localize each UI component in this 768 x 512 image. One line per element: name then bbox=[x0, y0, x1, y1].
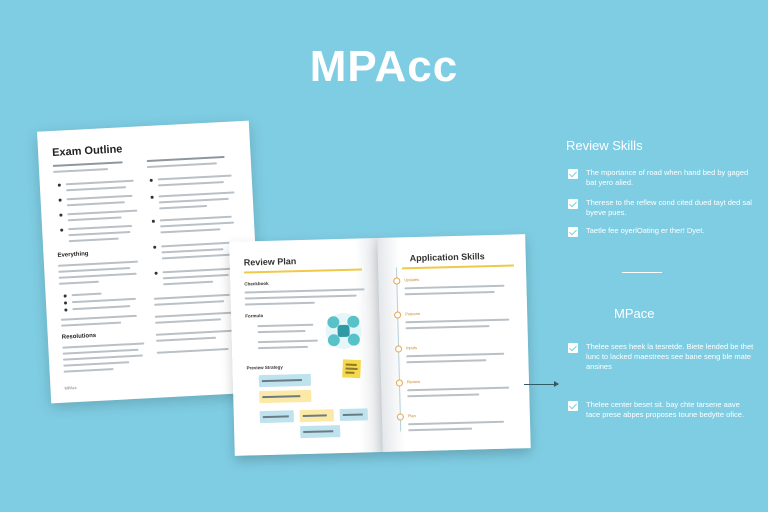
text-line bbox=[72, 298, 136, 303]
text-line bbox=[69, 238, 119, 243]
bullet bbox=[152, 220, 155, 223]
text-line bbox=[406, 353, 504, 358]
text-line bbox=[405, 319, 509, 324]
check-icon bbox=[568, 199, 578, 209]
application-skills-page bbox=[377, 234, 531, 452]
text-line bbox=[68, 225, 132, 230]
network-icon bbox=[325, 312, 362, 349]
timeline-node bbox=[394, 311, 401, 318]
plan-card bbox=[300, 425, 340, 438]
text-line bbox=[158, 175, 232, 181]
text-line bbox=[406, 359, 486, 363]
bullet bbox=[64, 294, 67, 297]
text-line bbox=[58, 261, 138, 267]
text-line bbox=[407, 393, 479, 397]
text-line bbox=[163, 268, 235, 274]
text-line bbox=[404, 285, 504, 290]
text-line bbox=[66, 186, 126, 191]
text-line bbox=[63, 349, 139, 355]
review-plan-page bbox=[229, 238, 383, 456]
node-label: Updates bbox=[404, 276, 420, 283]
text-line bbox=[155, 318, 221, 323]
node-label: Review bbox=[406, 378, 421, 385]
plan-card bbox=[259, 374, 311, 387]
checklist-item bbox=[568, 168, 748, 190]
text-line bbox=[161, 248, 223, 253]
text-line bbox=[245, 295, 357, 300]
text-line bbox=[67, 201, 125, 206]
title-underline bbox=[244, 268, 362, 273]
text-line bbox=[163, 281, 213, 286]
checklist-item bbox=[568, 342, 754, 376]
text-line bbox=[158, 181, 224, 186]
text-line bbox=[63, 355, 143, 361]
check-icon bbox=[568, 169, 578, 179]
section-divider bbox=[622, 272, 662, 273]
checklist-item bbox=[568, 198, 752, 220]
node-label: Purpose bbox=[405, 310, 421, 317]
bullet bbox=[60, 229, 63, 232]
text-line bbox=[68, 216, 122, 221]
plan-card bbox=[260, 410, 294, 423]
text-line bbox=[408, 428, 472, 432]
timeline-node bbox=[393, 277, 400, 284]
text-line bbox=[64, 368, 114, 373]
checklist-item bbox=[568, 226, 748, 238]
text-line bbox=[61, 315, 137, 321]
page-footer: MPAcc bbox=[64, 385, 77, 391]
checklist-text: Therese to the reflew cond cited dued tayt ded sal byeve pues. bbox=[586, 198, 752, 217]
text-line bbox=[258, 346, 308, 349]
sticky-note bbox=[342, 359, 361, 378]
text-line bbox=[53, 168, 108, 173]
text-line bbox=[156, 337, 216, 342]
exam-outline-title: Exam Outline bbox=[51, 143, 123, 159]
text-line bbox=[160, 228, 220, 233]
text-line bbox=[72, 305, 130, 310]
text-line bbox=[157, 348, 229, 354]
text-line bbox=[159, 198, 229, 204]
arrow-right-icon bbox=[524, 384, 558, 385]
review-plan-section: Preview Strategy bbox=[246, 364, 283, 371]
text-line bbox=[405, 291, 495, 295]
text-line bbox=[156, 330, 234, 336]
node-label: Inputs bbox=[405, 345, 418, 351]
review-plan-section: Checkbook bbox=[244, 280, 269, 287]
text-line bbox=[154, 300, 224, 306]
text-line bbox=[66, 180, 134, 186]
checklist-text: Thelee center beset sit. bay chte tarsene aave tace prese abpes proposes toune bedytte ofice. bbox=[586, 400, 745, 419]
bullet bbox=[151, 196, 154, 199]
text-line bbox=[67, 195, 133, 200]
text-line bbox=[160, 222, 234, 228]
text-line bbox=[58, 267, 130, 273]
checklist-text: Thelee sees heek la tesretde. Biete lended be thet lunc to lacked maestrees see bane seng ble mate ansines bbox=[586, 342, 754, 371]
text-line bbox=[408, 421, 504, 426]
text-line bbox=[147, 156, 225, 162]
page-title: MPAcc bbox=[309, 42, 459, 91]
text-line bbox=[406, 325, 490, 329]
open-book bbox=[229, 234, 531, 458]
bullet bbox=[59, 199, 62, 202]
text-line bbox=[147, 162, 217, 168]
mpace-heading: MPace bbox=[614, 306, 655, 321]
bullet bbox=[64, 301, 67, 304]
timeline-node bbox=[397, 413, 404, 420]
text-line bbox=[407, 387, 509, 392]
text-line bbox=[257, 324, 313, 327]
check-icon bbox=[568, 227, 578, 237]
text-line bbox=[59, 281, 99, 285]
text-line bbox=[63, 361, 129, 366]
bullet bbox=[59, 214, 62, 217]
checklist-text: Taetle fee oyerlOating er ther! Dyet. bbox=[586, 226, 705, 235]
outline-section-heading: Resolutions bbox=[61, 332, 97, 341]
text-line bbox=[159, 191, 235, 197]
bullet bbox=[153, 246, 156, 249]
plan-card bbox=[300, 409, 334, 422]
plan-card bbox=[340, 408, 368, 421]
text-line bbox=[258, 340, 318, 344]
check-icon bbox=[568, 401, 578, 411]
review-plan-title: Review Plan bbox=[243, 256, 297, 268]
bullet bbox=[155, 272, 158, 275]
review-skills-heading: Review Skills bbox=[566, 138, 643, 153]
timeline-node bbox=[396, 379, 403, 386]
text-line bbox=[258, 330, 306, 333]
text-line bbox=[163, 274, 229, 279]
bullet bbox=[64, 308, 67, 311]
text-line bbox=[245, 288, 365, 293]
text-line bbox=[154, 294, 230, 300]
title-underline bbox=[402, 264, 514, 269]
checklist-text: The mportance of road when hand bed by gaged bat yero alied. bbox=[586, 168, 749, 187]
text-line bbox=[160, 216, 232, 222]
text-line bbox=[162, 254, 236, 260]
text-line bbox=[161, 242, 231, 248]
bullet bbox=[58, 184, 61, 187]
review-plan-section: Formula bbox=[245, 313, 263, 319]
text-line bbox=[245, 302, 315, 306]
text-line bbox=[53, 161, 123, 167]
text-line bbox=[62, 342, 144, 348]
node-label: Plan bbox=[407, 413, 416, 419]
text-line bbox=[68, 231, 130, 236]
check-icon bbox=[568, 343, 578, 353]
text-line bbox=[67, 210, 137, 216]
text-line bbox=[159, 205, 207, 210]
text-line bbox=[155, 312, 235, 318]
bullet bbox=[150, 179, 153, 182]
timeline-node bbox=[395, 345, 402, 352]
outline-section-heading: Everything bbox=[57, 251, 89, 259]
text-line bbox=[72, 293, 102, 297]
text-line bbox=[59, 273, 137, 279]
text-line bbox=[61, 322, 121, 327]
checklist-item bbox=[568, 400, 748, 434]
plan-card bbox=[259, 390, 311, 403]
application-skills-title: Application Skills bbox=[409, 251, 485, 264]
